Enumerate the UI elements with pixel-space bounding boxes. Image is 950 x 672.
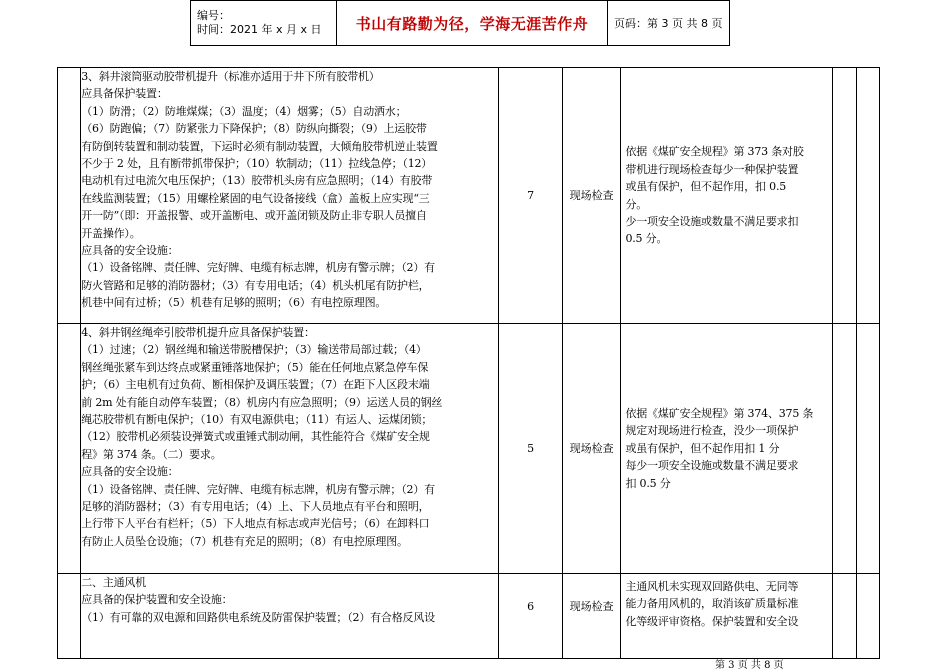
basis-line: 或虽有保护，但不起作用，扣 0.5 [625, 180, 787, 194]
item-line: 电动机有过电流欠电压保护；（13）胶带机头房有应急照明；（14）有胶带 [81, 174, 433, 188]
item-line: 前 2m 处有能自动停车装置；（8）机房内有应急照明；（9）运送人员的钢丝 [81, 395, 443, 409]
item-line: 有防止人员坠仓设施；（7）机巷有充足的照明；（8）有电控原理图。 [81, 534, 408, 548]
item-line: 应具备的安全设施： [81, 465, 179, 479]
item-line: 应具备的安全设施： [81, 244, 179, 258]
item-line: 上行带下人平台有栏杆；（5）下人地点有标志或声光信号；（6）在卸料口 [81, 517, 430, 531]
index-cell [58, 574, 81, 659]
basis-line: 少一项安全设施或数量不满足要求扣 [625, 214, 799, 228]
score-cell: 5 [499, 324, 563, 574]
score-cell: 7 [499, 68, 563, 324]
page-footer: 第 3 页 共 8 页 [715, 660, 784, 671]
item-line: （1）防滑；（2）防堆煤煤；（3）温度；（4）烟雾；（5）自动洒水； [81, 104, 407, 118]
basis-line: 扣 0.5 分 [625, 476, 671, 490]
score-cell: 6 [499, 574, 563, 659]
header-page-label: 页码：第 3 页 共 8 页 [608, 1, 730, 46]
item-line: 开一防”（即：开盖报警、或开盖断电、或开盖闭锁及防止非专职人员擅自 [81, 209, 427, 223]
basis-line: 带机进行现场检查每少一种保护装置 [625, 162, 799, 176]
item-line: （1）有可靠的双电源和回路供电系统及防雷保护装置；（2）有合格反风设 [81, 610, 435, 624]
basis-cell [621, 324, 832, 574]
remark-cell [856, 324, 879, 574]
time-label: 时间：2021 年 x 月 x 日 [197, 23, 322, 36]
item-line: 3、斜井滚筒驱动胶带机提升（标准亦适用于井下所有胶带机） [81, 70, 380, 83]
item-line: 钢丝绳张紧车到达终点或紧重锤落地保护；（5）能在任何地点紧急停车保 [81, 360, 429, 374]
method-cell: 现场检查 [562, 574, 621, 659]
result-cell [832, 574, 856, 659]
item-line: 在线监测装置；（15）用螺栓紧固的电气设备接线（盒）盖板上应实现“三 [81, 191, 430, 205]
item-line: 开盖操作）。 [81, 226, 141, 240]
item-line: 护；（6）主电机有过负荷、断相保护及调压装置；（7）在距下人区段末端 [81, 378, 430, 392]
header-meta [191, 1, 337, 46]
index-cell [58, 324, 81, 574]
item-line: 足够的消防器材；（3）有专用电话；（4）上、下人员地点有平台和照明， [81, 500, 430, 514]
basis-line: 或虽有保护，但不起作用扣 1 分 [625, 441, 780, 455]
basis-line: 能力备用风机的，取消该矿质量标准 [625, 597, 799, 611]
item-line: （1）过速；（2）钢丝绳和输送带脱槽保护；（3）输送带局部过载；（4） [81, 343, 427, 357]
basis-line: 主通风机未实现双回路供电、无同等 [625, 580, 799, 593]
basis-cell [621, 574, 832, 659]
item-line: 有防倒转装置和制动装置，下运时必须有制动装置，大倾角胶带机逆止装置 [81, 139, 438, 153]
basis-line: 分。 [625, 197, 648, 211]
table-row [58, 324, 880, 574]
header-motto: 书山有路勤为径，学海无涯苦作舟 [337, 1, 608, 46]
item-line: （1）设备铭牌、责任牌、完好牌、电缆有标志牌，机房有警示牌；（2）有 [81, 482, 435, 496]
item-line: （6）防跑偏；（7）防紧张力下降保护；（8）防纵向撕裂；（9）上运胶带 [81, 122, 427, 136]
item-line: 应具备的保护装置和安全设施： [81, 593, 233, 607]
item-content-cell [81, 68, 499, 324]
number-label: 编号： [197, 9, 230, 22]
basis-line: 化等级评审资格。保护装置和安全设 [625, 614, 799, 628]
item-line: 不少于 2 处，且有断带抓带保护；（10）软制动；（11）拉线急停；（12） [81, 157, 433, 171]
basis-line: 依据《煤矿安全规程》第 373 条对胶 [625, 145, 804, 159]
item-line: 防火管路和足够的消防器材；（3）有专用电话；（4）机头机尾有防护栏， [81, 278, 430, 292]
item-content-cell [81, 324, 499, 574]
result-cell [832, 68, 856, 324]
page-header [190, 0, 730, 46]
basis-line: 0.5 分。 [625, 232, 668, 246]
item-line: 机巷中间有过桥；（5）机巷有足够的照明；（6）有电控原理图。 [81, 296, 387, 310]
method-cell: 现场检查 [562, 68, 621, 324]
basis-line: 规定对现场进行检查，没少一项保护 [625, 424, 799, 438]
item-content-cell [81, 574, 499, 659]
basis-line: 依据《煤矿安全规程》第 374、375 条 [625, 406, 814, 420]
table-row [58, 574, 880, 659]
item-line: 绳芯胶带机有断电保护；（10）有双电源供电；（11）有运人、运煤闭锁； [81, 413, 433, 427]
item-line: （1）设备铭牌、责任牌、完好牌、电缆有标志牌，机房有警示牌；（2）有 [81, 261, 435, 275]
index-cell [58, 68, 81, 324]
remark-cell [856, 68, 879, 324]
item-line: 应具备保护装置： [81, 87, 168, 101]
basis-cell [621, 68, 832, 324]
item-line: 程》第 374 条。（二）要求。 [81, 447, 222, 461]
item-line: 4、斜井钢丝绳牵引胶带机提升应具备保护装置： [81, 326, 315, 339]
table-row [58, 68, 880, 324]
basis-line: 每少一项安全设施或数量不满足要求 [625, 459, 799, 473]
inspection-table [57, 67, 880, 659]
item-line: （12）胶带机必须装设弹簧式或重锤式制动闸，其性能符合《煤矿安全规 [81, 430, 430, 444]
method-cell: 现场检查 [562, 324, 621, 574]
result-cell [832, 324, 856, 574]
item-line: 二、主通风机 [81, 576, 147, 589]
remark-cell [856, 574, 879, 659]
